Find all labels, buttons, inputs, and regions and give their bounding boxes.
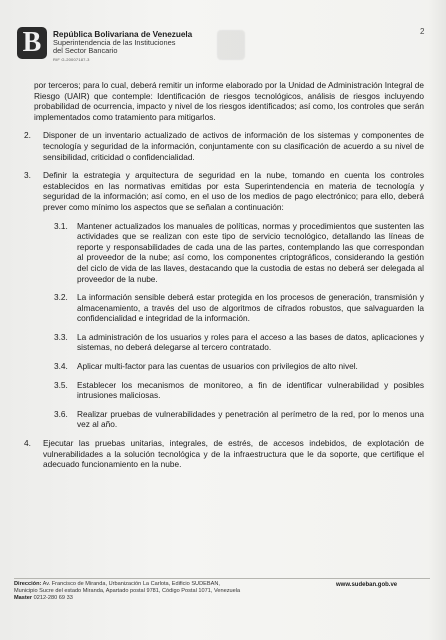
- letterhead-institution-line1: Superintendencia de las Instituciones: [53, 38, 176, 48]
- sub-item-3-5: [54, 380, 424, 401]
- letterhead-rif: RIF G-20007187-3: [53, 56, 90, 62]
- letterhead: [53, 30, 192, 62]
- sub-item-number: 3.1.: [54, 220, 68, 231]
- list-item-2: [24, 130, 424, 162]
- bleed-through-logo: [217, 30, 245, 60]
- list-item-text: Ejecutar las pruebas unitarias, integrales, de estrés, de accesos indebidos, de explotación de vulnerabilidades a la solución tecnológica y de la infraestructura que le da soporte, que certifique el adecuado funcionamiento en la nube.: [43, 438, 424, 470]
- list-item-number: 4.: [24, 438, 31, 449]
- sub-item-3-1: [54, 221, 424, 285]
- footer-website: www.sudeban.gob.ve: [336, 582, 398, 588]
- footer-address-line2: Municipio Sucre del estado Miranda, Apartado postal 9781, Código Postal 1071, Venezuela: [14, 587, 241, 594]
- sub-item-3-4: [54, 361, 424, 372]
- footer-master-label: Master: [14, 594, 33, 601]
- logo-letter: B: [22, 27, 42, 58]
- sudeban-logo: [17, 27, 47, 59]
- sub-item-number: 3.2.: [54, 292, 68, 303]
- document-body: [24, 80, 424, 470]
- sub-item-text: Mantener actualizados los manuales de políticas, normas y procedimientos que sustenten las actividades que se realizan con este tipo de servicio tecnológico, detallando las líneas de reporte y responsabilidades de cada una de las partes, contemplando las que correspondan al proveedor de la nube; así como, los componentes criptográficos, considerando la gestión del ciclo de vida de las llaves, destacando que la custodia de estas no deberá ser delegada al proveedor de la nube.: [77, 220, 424, 284]
- sub-item-text: Realizar pruebas de vulnerabilidades y penetración al perímetro de la red, por lo menos una vez al año.: [77, 408, 424, 430]
- list-item-4: [24, 438, 424, 470]
- continuation-paragraph: por terceros; para lo cual, deberá remitir un informe elaborado por la Unidad de Administración Integral de Riesgo (UAIR) que contemple: Identificación de riesgos tecnológicos, análisis de riesgos incluyendo probabilidad de ocurrencia, impacto y nivel de los riesgos identificados; así como, los controles que serán implementados como tratamiento para mitigarlos.: [34, 80, 424, 122]
- page-number: 2: [420, 27, 425, 36]
- list-item-number: 2.: [24, 130, 31, 141]
- sub-item-text: Establecer los mecanismos de monitoreo, a fin de identificar vulnerabilidad y posibles intrusiones maliciosas.: [77, 379, 424, 401]
- footer-divider: [14, 578, 430, 579]
- sub-item-text: La administración de los usuarios y roles para el acceso a las bases de datos, aplicaciones y sistemas, no deberá delegarse al tercero contratado.: [77, 331, 424, 353]
- letterhead-institution-line2: del Sector Bancario: [53, 46, 118, 56]
- sub-item-number: 3.6.: [54, 408, 68, 419]
- sub-item-number: 3.5.: [54, 379, 68, 390]
- page-shadow: [428, 0, 446, 640]
- footer-master-phone: 0212-280 69 33: [33, 594, 73, 601]
- list-item-3: [24, 170, 424, 430]
- sub-item-3-2: [54, 292, 424, 324]
- letterhead-country: República Bolivariana de Venezuela: [53, 30, 193, 39]
- list-item-text: Definir la estrategia y arquitectura de seguridad en la nube, tomando en cuenta los controles establecidos en las normativas emitidas por esta Superintendencia en materia de tecnología y seguridad de la información; así como, en el uso de los medios de pago electrónico; para ello, deberá prever como mínimo los aspectos que se señalan a continuación:: [43, 170, 424, 212]
- footer-address-text1: Av. Francisco de Miranda, Urbanización La Carlota, Edificio SUDEBAN,: [42, 581, 220, 587]
- list-item-text: Disponer de un inventario actualizado de activos de información de los sistemas y componentes de tecnología y seguridad de la información, conjuntamente con su clasificación de acuerdo a su nivel de sensibilidad, criticidad o confidencialidad.: [43, 130, 424, 162]
- list-item-number: 3.: [24, 170, 31, 181]
- sub-item-3-3: [54, 332, 424, 353]
- footer-master-line: [14, 595, 434, 602]
- bleed-through-letterhead: [255, 30, 405, 64]
- sub-item-number: 3.4.: [54, 361, 68, 372]
- sub-item-text: La información sensible deberá estar protegida en los procesos de generación, transmisión y almacenamiento, a través del uso de algoritmos de cifrados robustos, que salvaguarden la confidencialidad e integridad de la información.: [77, 292, 424, 324]
- sub-item-text: Aplicar multi-factor para las cuentas de usuarios con privilegios de alto nivel.: [77, 361, 358, 372]
- sub-item-3-6: [54, 409, 424, 430]
- footer-address-label: Dirección:: [14, 581, 42, 587]
- sub-item-number: 3.3.: [54, 331, 68, 342]
